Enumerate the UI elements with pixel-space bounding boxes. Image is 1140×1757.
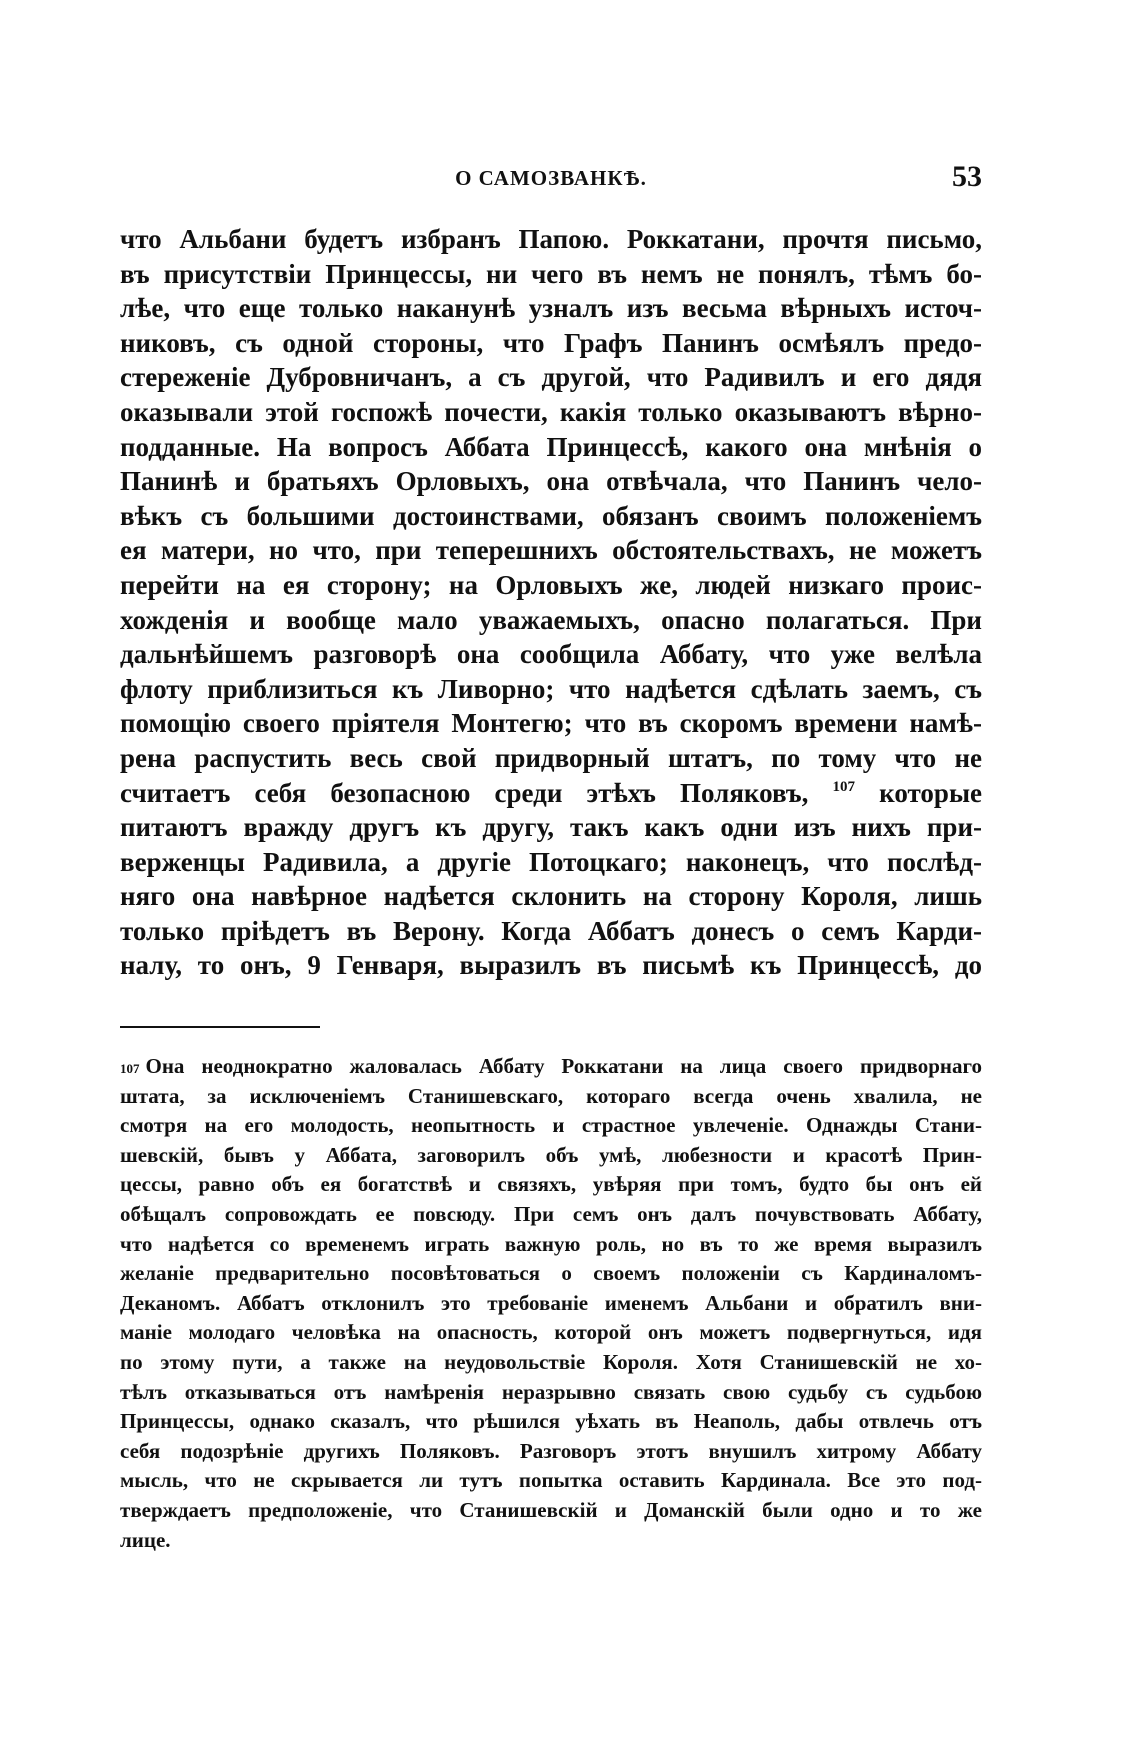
- footnote-number: 107: [120, 1061, 140, 1076]
- footnote-line: шевскій, бывъ у Аббата, заговорилъ объ умѣ, любезности и красотѣ Прин-: [120, 1142, 982, 1167]
- text-line: ея матери, но что, при теперешнихъ обстоятельствахъ, не можетъ: [120, 535, 982, 566]
- text-line: что Альбани будетъ избранъ Папою. Роккатани, прочтя письмо,: [120, 224, 982, 254]
- text-line: Панинѣ и братьяхъ Орловыхъ, она отвѣчала, что Панинъ чело-: [120, 466, 982, 497]
- footnote-line: себя подозрѣніе другихъ Поляковъ. Разговоръ этотъ внушилъ хитрому Аббату: [120, 1438, 982, 1463]
- text-line: подданные. На вопросъ Аббата Принцессѣ, какого она мнѣнія о: [120, 431, 982, 462]
- footnote-line: смотря на его молодость, неопытность и страстное увлеченіе. Однажды Стани-: [120, 1113, 982, 1138]
- text-line: въ присутствіи Принцессы, ни чего въ немъ не понялъ, тѣмъ бо-: [120, 258, 982, 289]
- footnote-line: Деканомъ. Аббатъ отклонилъ это требованіе именемъ Альбани и обратилъ вни-: [120, 1290, 982, 1315]
- text-line: няго она навѣрное надѣется склонить на сторону Короля, лишь: [120, 881, 982, 912]
- footnote-line: маніе молодаго человѣка на опасность, которой онъ можетъ подвергнуться, идя: [120, 1320, 982, 1345]
- text-line: хожденія и вообще мало уважаемыхъ, опасно полагаться. При: [120, 604, 982, 635]
- text-line: только пріѣдетъ въ Верону. Когда Аббатъ донесъ о семъ Карди-: [120, 915, 982, 946]
- page-header: [120, 160, 982, 196]
- main-text: [120, 222, 982, 983]
- text-line: флоту приблизиться къ Ливорно; что надѣется сдѣлать заемъ, съ: [120, 673, 982, 704]
- text-line: оказывали этой госпожѣ почести, какія только оказываютъ вѣрно-: [120, 396, 982, 427]
- text-line: рена распустить весь свой придворный штатъ, по тому что не: [120, 742, 982, 773]
- text-line: перейти на ея сторону; на Орловыхъ же, людей низкаго проис-: [120, 569, 982, 600]
- text-line: помощію своего пріятеля Монтегю; что въ скоромъ времени намѣ-: [120, 708, 982, 739]
- text-line: налу, то онъ, 9 Генваря, выразилъ въ письмѣ къ Принцессѣ, до: [120, 950, 982, 981]
- footnote-line: [120, 1052, 982, 1082]
- footnote-reference[interactable]: 107: [832, 778, 856, 795]
- text-line: питаютъ вражду другъ къ другу, такъ какъ одни изъ нихъ при-: [120, 812, 982, 843]
- footnote-line: что надѣется со временемъ играть важную роль, но въ то же время выразилъ: [120, 1231, 982, 1256]
- footnote-line: обѣщалъ сопровождать ее повсюду. При семъ онъ далъ почувствовать Аббату,: [120, 1201, 982, 1226]
- footnote-text: Она неоднократно жаловалась Аббату Роккатани на лица своего придворнаго: [145, 1054, 982, 1078]
- text-line-with-footnote-ref: [120, 776, 982, 811]
- footnote-line: желаніе предварительно посовѣтоваться о своемъ положеніи съ Кардиналомъ-: [120, 1261, 982, 1286]
- page-number: 53: [952, 160, 982, 193]
- text-line: стереженіе Дубровничанъ, а съ другой, что Радивилъ и его дядя: [120, 362, 982, 393]
- footnote-line: Принцессы, однако сказалъ, что рѣшился уѣхать въ Неаполь, дабы отвлечь отъ: [120, 1409, 982, 1434]
- text-line: никовъ, съ одной стороны, что Графъ Панинъ осмѣялъ предо-: [120, 327, 982, 358]
- text-segment: считаетъ себя безопасною среди этѣхъ Поляковъ,: [120, 777, 809, 808]
- footnote-line: цессы, равно объ ея богатствѣ и связяхъ, увѣряя при томъ, будто бы онъ ей: [120, 1172, 982, 1197]
- text-line: дальнѣйшемъ разговорѣ она сообщила Аббату, что уже велѣла: [120, 639, 982, 670]
- footnote-line: штата, за исключеніемъ Станишевскаго, котораго всегда очень хвалила, не: [120, 1083, 982, 1108]
- footnote-line: тверждаетъ предположеніе, что Станишевскій и Доманскій были одно и то же: [120, 1497, 982, 1522]
- footnote-line: по этому пути, а также на неудовольствіе Короля. Хотя Станишевскій не хо-: [120, 1349, 982, 1374]
- footnote-line: лице.: [120, 1527, 171, 1552]
- footnote-line: мысль, что не скрывается ли тутъ попытка оставить Кардинала. Все это под-: [120, 1468, 982, 1493]
- text-segment: которые: [879, 777, 983, 808]
- text-line: лѣе, что еще только наканунѣ узналъ изъ весьма вѣрныхъ источ-: [120, 293, 982, 324]
- footnote: [120, 1052, 982, 1555]
- footnote-divider: [120, 1026, 320, 1028]
- footnote-line: тѣлъ отказываться отъ намѣренія неразрывно связать свою судьбу съ судьбою: [120, 1379, 982, 1404]
- text-line: верженцы Радивила, а другіе Потоцкаго; наконецъ, что послѣд-: [120, 846, 982, 877]
- text-line: вѣкъ съ большими достоинствами, обязанъ своимъ положеніемъ: [120, 500, 982, 531]
- running-title: О САМОЗВАНКѢ.: [455, 166, 647, 190]
